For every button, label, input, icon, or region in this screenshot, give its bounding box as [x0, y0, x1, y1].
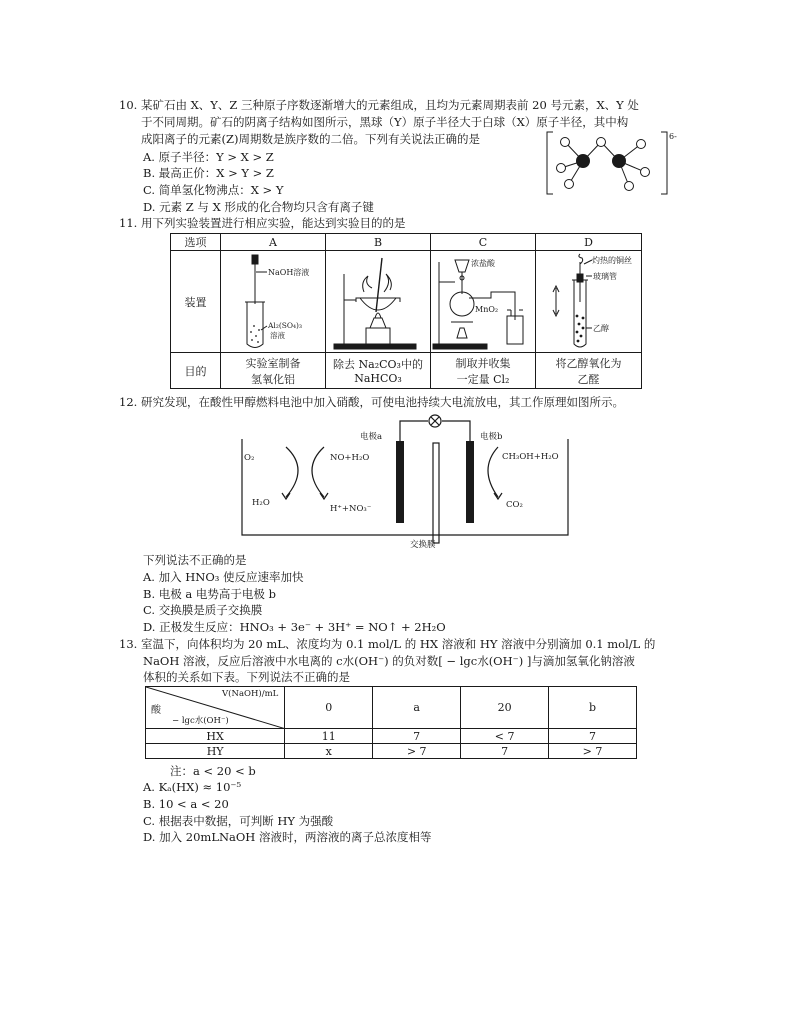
- col-header-a: a: [373, 687, 461, 729]
- purpose-c: 制取并收集 一定量 Cl₂: [431, 353, 536, 389]
- apparatus-a: [221, 251, 326, 353]
- electrode-a-label: 电极a: [360, 432, 383, 442]
- row-hx-va: 7: [373, 729, 461, 744]
- q10-stem-line2: 于不同周期。矿石的阴离子结构如图所示，黑球（Y）原子半径大于白球（X）原子半径，其中构: [141, 115, 629, 129]
- apparatus-c-drawing: [431, 252, 535, 352]
- q11-header-c: C: [431, 234, 536, 251]
- apparatus-b-drawing: [326, 252, 430, 352]
- fuel-cell-diagram: [230, 413, 580, 548]
- conc-hcl-label: 浓盐酸: [471, 258, 495, 268]
- glass-tube-label: 玻璃管: [593, 271, 617, 281]
- col-header-20: 20: [461, 687, 549, 729]
- q11-row-device-label: 装置: [171, 251, 221, 353]
- q12-stem: 12. 研究发现，在酸性甲醇燃料电池中加入硝酸，可使电池持续大电流放电，其工作原理如图所示。: [119, 395, 624, 409]
- q13-stem-line3: 体积的关系如下表。下列说法不正确的是: [143, 670, 350, 684]
- apparatus-c: [431, 251, 536, 353]
- electrode-a: [396, 441, 404, 523]
- purpose-b: 除去 Na₂CO₃中的 NaHCO₃: [326, 353, 431, 389]
- ch3oh-label: CH₃OH+H₂O: [502, 452, 559, 462]
- ethanol-label: 乙醇: [593, 323, 609, 333]
- q10-option-b: B. 最高正价：X > Y > Z: [143, 166, 274, 180]
- electrode-b: [466, 441, 474, 523]
- row-hx-v20: < 7: [461, 729, 549, 744]
- q11-header-b: B: [326, 234, 431, 251]
- anion-charge-label: 6-: [669, 132, 677, 141]
- q10-option-d: D. 元素 Z 与 X 形成的化合物均只含有离子键: [143, 200, 374, 214]
- table-corner-cell: [146, 687, 285, 729]
- row-hx-label: HX: [146, 729, 285, 744]
- q11-header-d: D: [536, 234, 642, 251]
- apparatus-b: [326, 251, 431, 353]
- row-hy-v0: x: [285, 744, 373, 759]
- h2o-label: H₂O: [252, 498, 270, 508]
- row-hy-v20: 7: [461, 744, 549, 759]
- q10-stem-line1: 10. 某矿石由 X、Y、Z 三种原子序数逐渐增大的元素组成，且均为元素周期表前 20 号元素，X、Y 处: [119, 98, 639, 112]
- row-hx-v0: 11: [285, 729, 373, 744]
- o2-label: O₂: [244, 453, 255, 463]
- q10-stem-line3: 成阳离子的元素(Z)周期数是族序数的二倍。下列有关说法正确的是: [141, 132, 480, 146]
- membrane-label: 交换膜: [410, 540, 436, 548]
- apparatus-a-drawing: [221, 252, 325, 352]
- q13-option-d: D. 加入 20mLNaOH 溶液时，两溶液的离子总浓度相等: [143, 830, 432, 844]
- q13-note: 注：a < 20 < b: [170, 764, 256, 778]
- q13-option-b: B. 10 < a < 20: [143, 797, 229, 811]
- q11-experiment-table: [170, 233, 642, 389]
- corner-top-label: V(NaOH)/mL: [222, 689, 279, 699]
- col-header-0: 0: [285, 687, 373, 729]
- q13-option-a: A. Kₐ(HX) ≈ 10⁻⁵: [143, 780, 242, 794]
- electrode-b-label: 电极b: [480, 432, 503, 442]
- anion-structure-diagram: [545, 128, 680, 198]
- q11-row-purpose-label: 目的: [171, 353, 221, 389]
- q13-stem-line1: 13. 室温下，向体积均为 20 mL、浓度均为 0.1 mol/L 的 HX 溶液和 HY 溶液中分别滴加 0.1 mol/L 的: [119, 637, 656, 651]
- co2-label: CO₂: [506, 500, 523, 510]
- h-no3-label: H⁺+NO₃⁻: [330, 504, 372, 514]
- no-h2o-label: NO+H₂O: [330, 453, 370, 463]
- q13-option-c: C. 根据表中数据，可判断 HY 为强酸: [143, 814, 334, 828]
- mno2-label: MnO₂: [475, 304, 499, 314]
- q12-question: 下列说法不正确的是: [143, 553, 247, 567]
- purpose-d: 将乙醇氧化为 乙醛: [536, 353, 642, 389]
- row-hx-vb: 7: [549, 729, 637, 744]
- q11-header-a: A: [221, 234, 326, 251]
- q12-option-a: A. 加入 HNO₃ 使反应速率加快: [143, 570, 304, 584]
- al2so4-label: Al₂(SO₄)₃: [268, 320, 302, 330]
- q13-data-table: [145, 686, 637, 759]
- q10-option-c: C. 简单氢化物沸点：X > Y: [143, 183, 284, 197]
- col-header-b: b: [549, 687, 637, 729]
- q13-stem-line2: NaOH 溶液，反应后溶液中水电离的 c水(OH⁻) 的负对数[ − lgc水(OH⁻) ]与滴加氢氧化钠溶液: [143, 654, 635, 668]
- apparatus-d: [536, 251, 642, 353]
- corner-left-label: 酸: [151, 705, 161, 716]
- naoh-solution-label: NaOH溶液: [268, 267, 310, 277]
- q11-stem: 11. 用下列实验装置进行相应实验，能达到实验目的的是: [119, 216, 406, 230]
- row-hy-vb: > 7: [549, 744, 637, 759]
- al2so4-solution-label: 溶液: [270, 330, 285, 340]
- row-hy-va: > 7: [373, 744, 461, 759]
- corner-bottom-label: − lgc水(OH⁻): [172, 716, 229, 726]
- purpose-a: 实验室制备 氢氧化铝: [221, 353, 326, 389]
- q12-option-b: B. 电极 a 电势高于电极 b: [143, 587, 276, 601]
- apparatus-d-drawing: [536, 252, 641, 352]
- q12-option-d: D. 正极发生反应：HNO₃ + 3e⁻ + 3H⁺ = NO↑ + 2H₂O: [143, 620, 446, 634]
- row-hy-label: HY: [146, 744, 285, 759]
- q12-option-c: C. 交换膜是质子交换膜: [143, 603, 263, 617]
- q11-header-option: 选项: [171, 234, 221, 251]
- q10-option-a: A. 原子半径：Y > X > Z: [143, 150, 274, 164]
- hot-copper-label: 灼热的铜丝: [592, 255, 632, 265]
